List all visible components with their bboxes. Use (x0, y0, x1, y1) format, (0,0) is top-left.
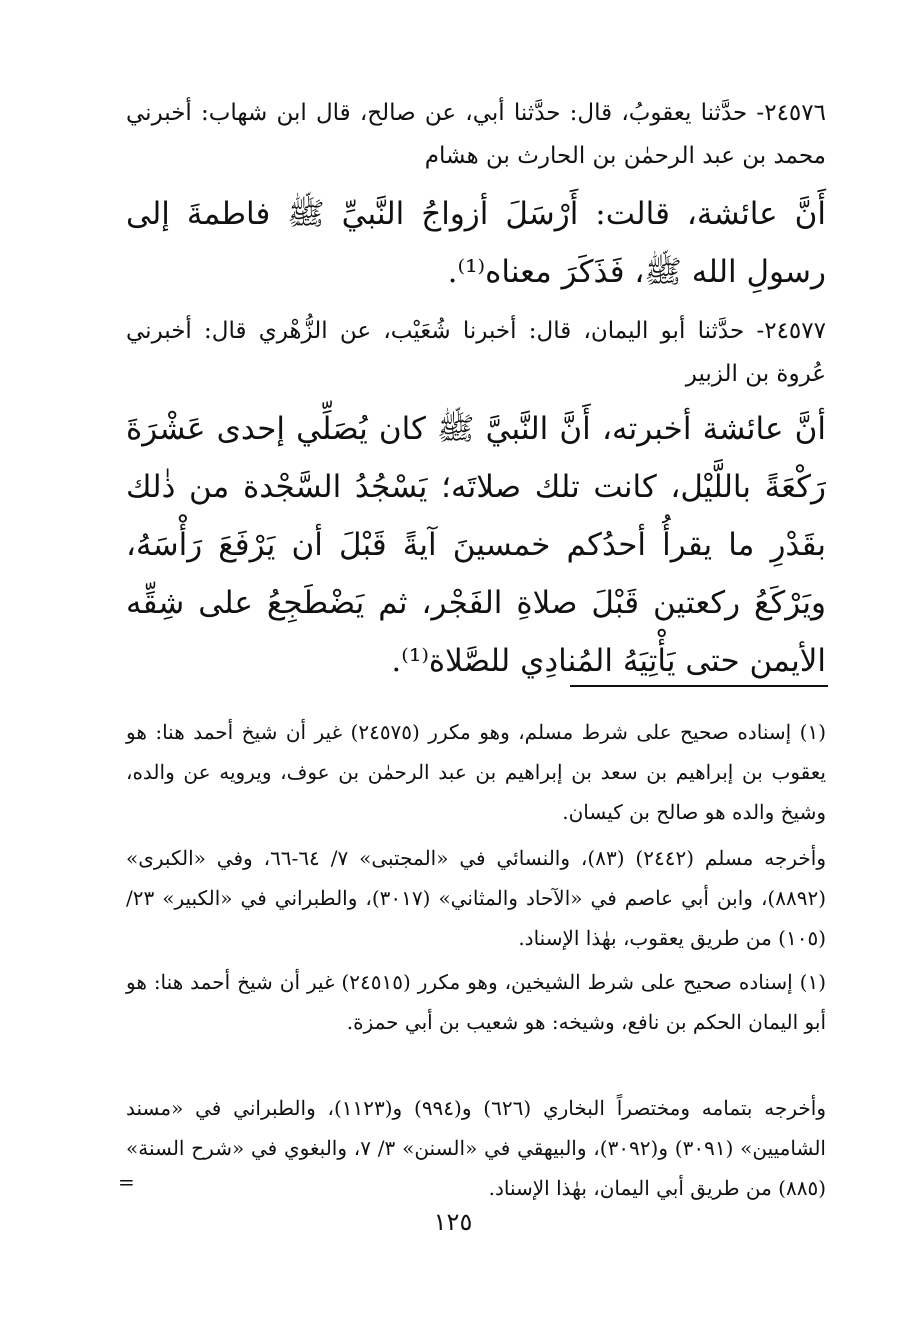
footnote-separator (570, 685, 828, 687)
page-number: ١٢٥ (433, 1208, 473, 1236)
footnote-1-paragraph-2: وأخرجه مسلم (٢٤٤٢) (٨٣)، والنسائي في «المجتبى» ٧/ ٦٤-٦٦، وفي «الكبرى» (٨٨٩٢)، وابن أبي عاصم في «الآحاد والمثاني» (٣٠١٧)، والطبراني في «الكبير» ٢٣/ (١٠٥) من طريق يعقوب، بهٰذا الإسناد. (126, 846, 826, 950)
continuation-mark: = (118, 1170, 135, 1194)
footnote-1-paragraph-1: (١) إسناده صحيح على شرط مسلم، وهو مكرر (٢٤٥٧٥) غير أن شيخ أحمد هنا: هو يعقوب بن إبراهيم بن سعد بن إبراهيم بن عبد الرحمٰن بن عوف، ويرويه عن والده، وشيخ والده هو صالح بن كيسان. (126, 720, 827, 824)
footnote-2-paragraph-1: (١) إسناده صحيح على شرط الشيخين، وهو مكرر (٢٤٥١٥) غير أن شيخ أحمد هنا: هو أبو اليمان الحكم بن نافع، وشيخه: هو شعيب بن أبي حمزة. (126, 970, 826, 1034)
hadith-24576-matn: أَنَّ عائشة، قالت: أَرْسَلَ أزواجُ النَّبيِّ ﷺ فاطمةَ إلى رسولِ الله ﷺ، فَذَكَرَ معناه⁽¹⁾. (126, 196, 826, 290)
hadith-24577-matn: أنَّ عائشة أخبرته، أَنَّ النَّبيَّ ﷺ كان يُصَلِّي إحدى عَشْرَةَ رَكْعَةً باللَّيْل، كانت تلك صلاتَه؛ يَسْجُدُ السَّجْدة من ذٰلك بقَدْرِ ما يقرأُ أحدُكم خمسينَ آيةً قَبْلَ أن يَرْفَعَ رَأْسَهُ، ويَرْكَعُ ركعتين قَبْلَ صلاةِ الفَجْر، ثم يَضْطَجِعُ على شِقِّه الأيمن حتى يَأْتِيَهُ المُنادِي للصَّلاة⁽¹⁾. (126, 411, 826, 679)
hadith-24576-isnad: ٢٤٥٧٦- حدَّثنا يعقوبُ، قال: حدَّثنا أبي، عن صالح، قال ابن شهاب: أخبرني محمد بن عبد الرحمٰن بن الحارث بن هشام (126, 100, 826, 169)
footnote-2-paragraph-2: وأخرجه بتمامه ومختصراً البخاري (٦٢٦) و(٩٩٤) و(١١٢٣)، والطبراني في «مسند الشاميين» (٣٠٩١) و(٣٠٩٢)، والبيهقي في «السنن» ٣/ ٧، والبغوي في «شرح السنة» (٨٨٥) من طريق أبي اليمان، بهٰذا الإسناد. (126, 1096, 826, 1200)
hadith-24577-isnad: ٢٤٥٧٧- حدَّثنا أبو اليمان، قال: أخبرنا شُعَيْب، عن الزُّهْري قال: أخبرني عُروة بن الزبير (126, 318, 826, 387)
